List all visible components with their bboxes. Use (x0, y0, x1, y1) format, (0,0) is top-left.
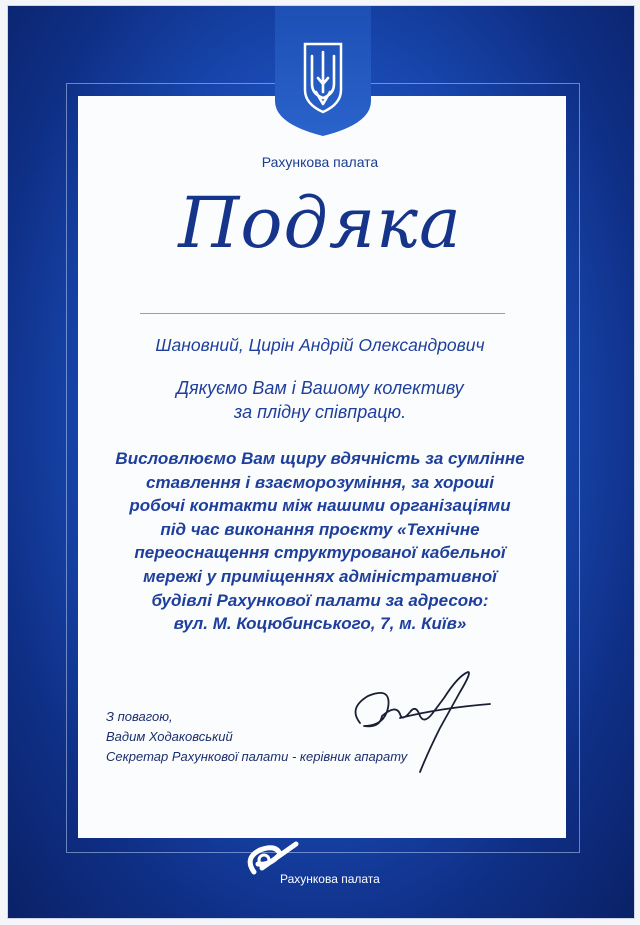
signatory-name: Вадим Ходаковський (106, 729, 233, 744)
thanks-line: Дякуємо Вам і Вашому колективу (176, 378, 464, 398)
body-line: Висловлюємо Вам щиру вдячність за сумлінне (115, 449, 525, 468)
page-title: Подяка (178, 182, 462, 264)
title-divider (140, 313, 505, 314)
handwritten-signature (340, 668, 500, 778)
organization-name-bottom: Рахункова палата (280, 872, 380, 886)
thanks-line: за плідну співпрацю. (233, 402, 407, 422)
body-line: під час виконання проєкту «Технічне (160, 519, 480, 539)
closing: З повагою, (106, 709, 173, 724)
body-line: мережі у приміщеннях адміністративної (143, 566, 497, 586)
body-line: вул. М. Коцюбинського, 7, м. Київ» (173, 614, 467, 634)
body-line: переоснащення структурованої кабельної (134, 543, 506, 563)
organization-name-top: Рахункова палата (261, 154, 379, 170)
thanks-block (70, 376, 570, 424)
body-line: ставлення і взаєморозуміння, за хороші (146, 472, 494, 492)
body-line: будівлі Рахункової палати за адресою: (151, 590, 489, 610)
body-line: робочі контакти між нашими організаціями (129, 496, 511, 516)
coat-of-arms-trident-icon (275, 6, 371, 136)
greeting: Шановний, Цирін Андрій Олександрович (155, 335, 485, 355)
signatory-position: Секретар Рахункової палати - керівник апарату (106, 749, 408, 764)
gratitude-body (70, 447, 570, 636)
